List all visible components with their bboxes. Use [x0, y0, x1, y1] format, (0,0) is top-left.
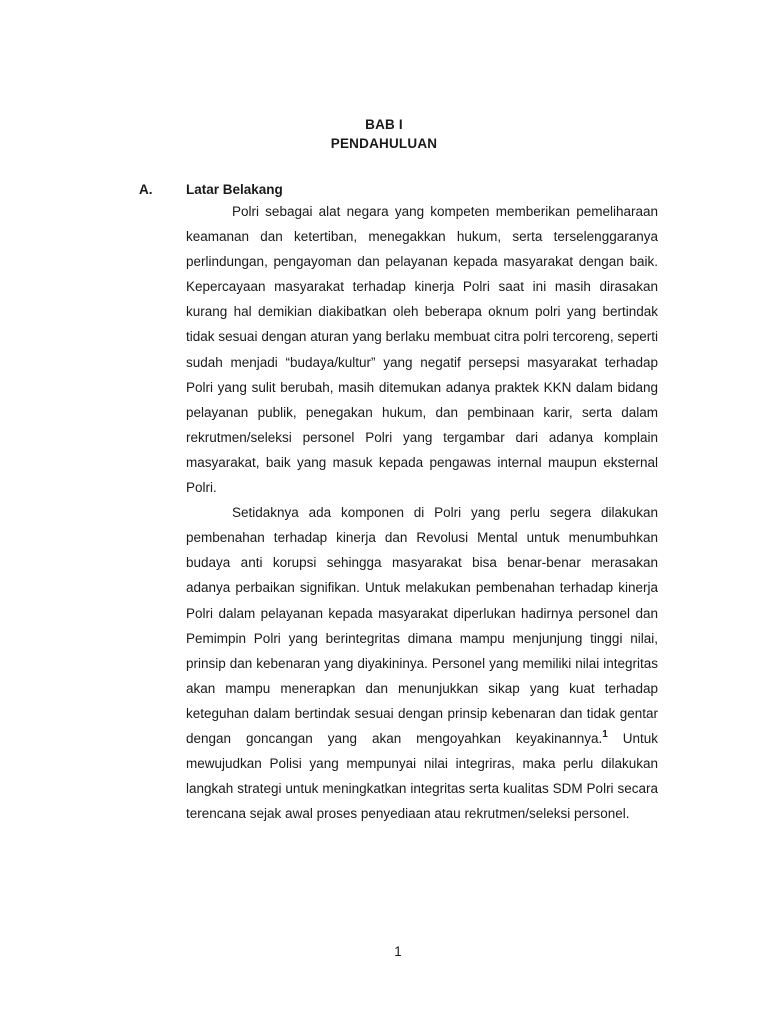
section-marker: A. — [139, 182, 153, 197]
chapter-number: BAB I — [365, 117, 403, 132]
paragraph-1: Polri sebagai alat negara yang kompeten memberikan pemeliharaan keamanan dan ketertiban, menegakkan hukum, serta terselenggaranya perlindungan, pengayoman dan pelayanan kepada masyarakat dengan baik. Kepercayaan masyarakat terhadap kinerja Polri saat ini masih dirasakan kurang hal demikian diakibatkan oleh beberapa oknum polri yang bertindak tidak sesuai dengan aturan yang berlaku membuat citra polri tercoreng, seperti sudah menjadi “budaya/kultur” yang negatif persepsi masyarakat terhadap Polri yang sulit berubah, masih ditemukan adanya praktek KKN dalam bidang pelayanan publik, penegakan hukum, dan pembinaan karir, serta dalam rekrutmen/seleksi personel Polri yang tergambar dari adanya komplain masyarakat, baik yang masuk kepada pengawas internal maupun eksternal Polri. — [186, 204, 658, 496]
footnote-reference[interactable]: 1 — [602, 728, 608, 740]
body-text — [186, 199, 658, 826]
section-title: Latar Belakang — [186, 182, 283, 197]
chapter-title: PENDAHULUAN — [330, 136, 438, 151]
paragraph-2-text: Setidaknya ada komponen di Polri yang perlu segera dilakukan pembenahan terhadap kinerja dan Revolusi Mental untuk menumbuhkan budaya anti korupsi sehingga masyarakat bisa benar-benar merasakan adanya perbaikan signifikan. Untuk melakukan pembenahan terhadap kinerja Polri dalam pelayanan kepada masyarakat diperlukan hadirnya personel dan Pemimpin Polri yang berintegritas dimana mampu menjunjung tinggi nilai, prinsip dan kebenaran yang diyakininya. Personel yang memiliki nilai integritas akan mampu menerapkan dan menunjukkan sikap yang kuat terhadap keteguhan dalam bertindak sesuai dengan prinsip kebenaran dan tidak gentar dengan goncangan yang akan mengoyahkan keyakinannya. — [186, 505, 658, 746]
page-number: 1 — [394, 944, 402, 959]
paragraph-2-text-continued: Untuk mewujudkan Polisi yang mempunyai nilai integriras, maka perlu dilakukan langkah strategi untuk meningkatkan integritas serta kualitas SDM Polri secara terencana sejak awal proses penyediaan atau rekrutmen/seleksi personel. — [186, 730, 658, 822]
paragraph-2 — [186, 500, 658, 826]
